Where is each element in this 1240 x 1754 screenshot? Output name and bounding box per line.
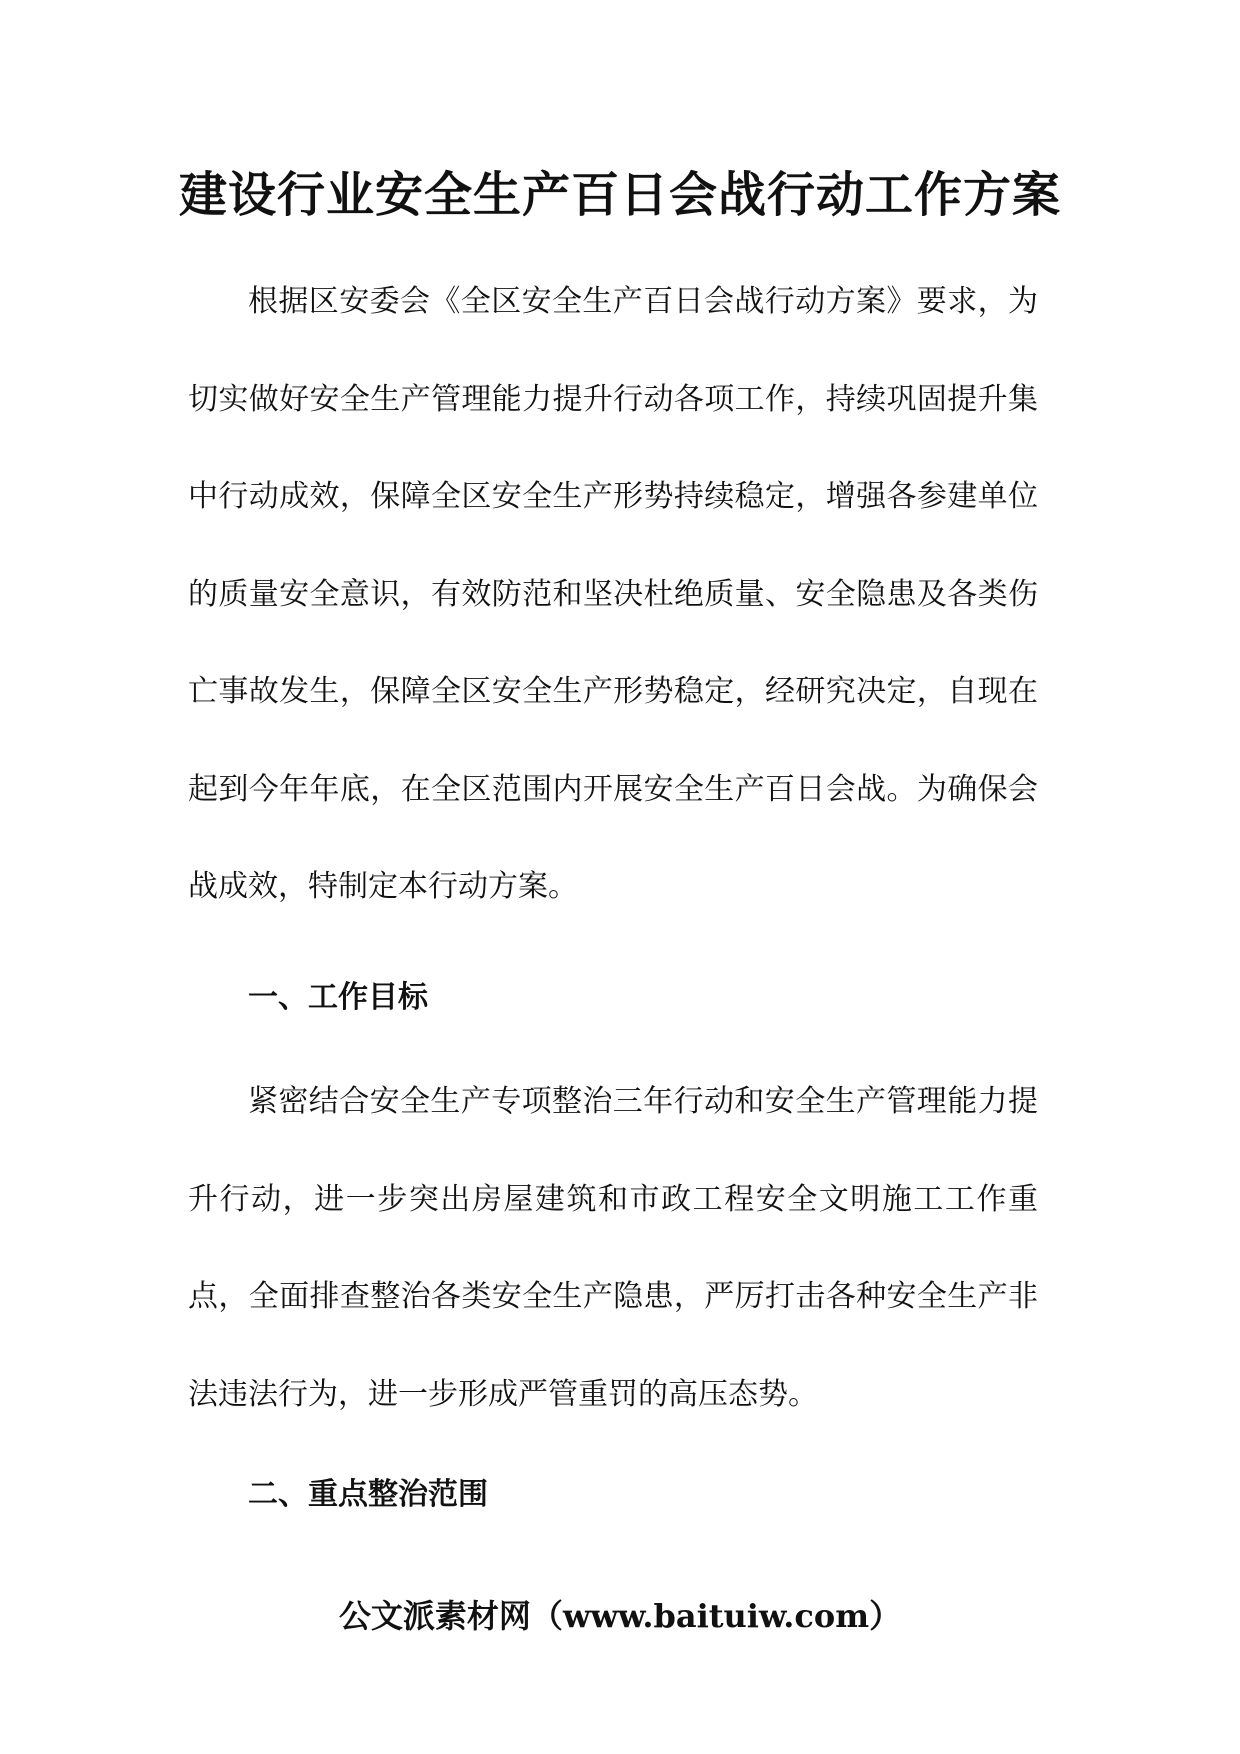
document-title: 建设行业安全生产百日会战行动工作方案 xyxy=(178,167,1061,223)
intro-paragraph: 根据区安委会《全区安全生产百日会战行动方案》要求，为切实做好安全生产管理能力提升行动各项工作，持续巩固提升集中行动成效，保障全区安全生产形势持续稳定，增强各参建单位的质量安全意识，有效防范和坚决杜绝质量、安全隐患及各类伤亡事故发生，保障全区安全生产形势稳定，经研究决定，自现在起到今年年底，在全区范围内开展安全生产百日会战。为确保会战成效，特制定本行动方案。 xyxy=(188,284,1038,904)
source-footer: 公文派素材网（www.baituiw.com） xyxy=(338,1597,902,1635)
section-heading-scope: 二、重点整治范围 xyxy=(248,1477,488,1512)
section-heading-goals: 一、工作目标 xyxy=(248,980,428,1015)
goals-paragraph: 紧密结合安全生产专项整治三年行动和安全生产管理能力提升行动，进一步突出房屋建筑和市政工程安全文明施工工作重点，全面排查整治各类安全生产隐患，严厉打击各种安全生产非法违法行为，进一步形成严管重罚的高压态势。 xyxy=(188,1084,1038,1412)
